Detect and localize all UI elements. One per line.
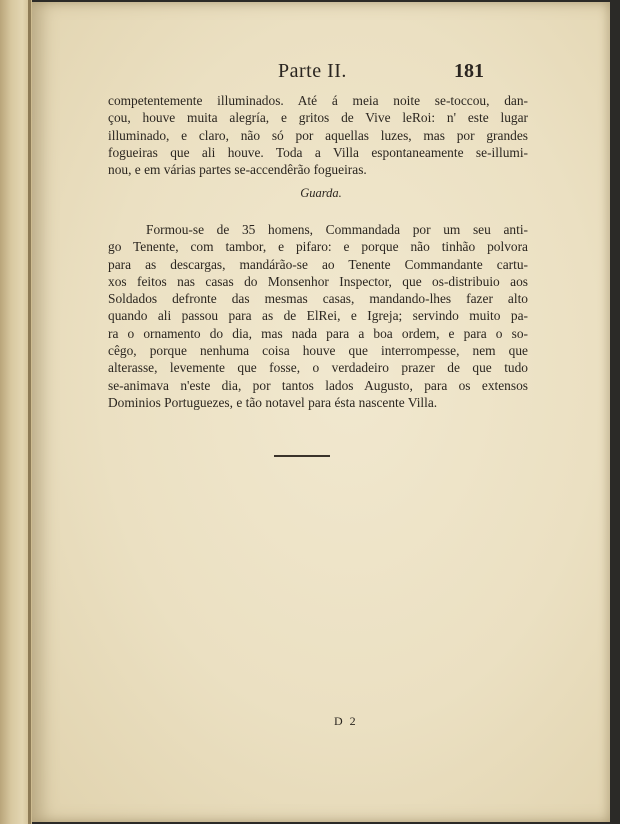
page-number: 181 xyxy=(454,60,484,82)
text-line: xos feitos nas casas do Monsenhor Inspector, que os-distribuio aos xyxy=(108,273,528,289)
text-line: fogueiras que ali houve. Toda a Villa espontaneamente se-illumi- xyxy=(108,144,528,160)
text-line: çou, houve muita alegría, e gritos de Vive leRoi: n' este lugar xyxy=(108,110,528,126)
running-title: Parte II. xyxy=(278,60,347,82)
text-line: se-animava n'este dia, por tantos lados Augusto, para os extensos xyxy=(108,377,528,393)
text-line: alterasse, levemente que fosse, o verdadeiro prazer de que tudo xyxy=(108,360,528,376)
text-line: para as descargas, mandárão-se ao Tenente Commandante cartu- xyxy=(108,256,528,272)
text-line: illuminado, e claro, não só por aquellas luzes, mas por grandes xyxy=(108,127,528,143)
section-heading: Guarda. xyxy=(300,186,342,200)
book-spine-line xyxy=(28,0,31,824)
book-page xyxy=(32,2,610,822)
text-line: Dominios Portuguezes, e tão notavel para ésta nascente Villa. xyxy=(108,394,438,410)
text-line: cêgo, porque nenhuma coisa houve que interrompesse, nem que xyxy=(108,343,528,359)
signature-mark: D 2 xyxy=(334,714,358,728)
text-line: nou, e em várias partes se-accendêrão fogueiras. xyxy=(108,162,367,178)
paragraph-illumination xyxy=(108,92,528,178)
section-divider-rule xyxy=(274,455,330,457)
running-header xyxy=(32,58,610,88)
text-line: Soldados defronte das mesmas casas, mandando-lhes fazer alto xyxy=(108,291,528,307)
text-line: go Tenente, com tambor, e pifaro: e porque não tinhão polvora xyxy=(108,239,528,255)
text-line: competentemente illuminados. Até á meia noite se-toccou, dan- xyxy=(108,93,528,108)
text-line: ra o ornamento do dia, mas nada para a boa ordem, e para o so- xyxy=(108,325,528,341)
text-line: quando ali passou para as de ElRei, e Igreja; servindo muito pa- xyxy=(108,308,528,324)
text-line: Formou-se de 35 homens, Commandada por um seu anti- xyxy=(146,222,528,237)
paragraph-guard xyxy=(108,221,528,411)
